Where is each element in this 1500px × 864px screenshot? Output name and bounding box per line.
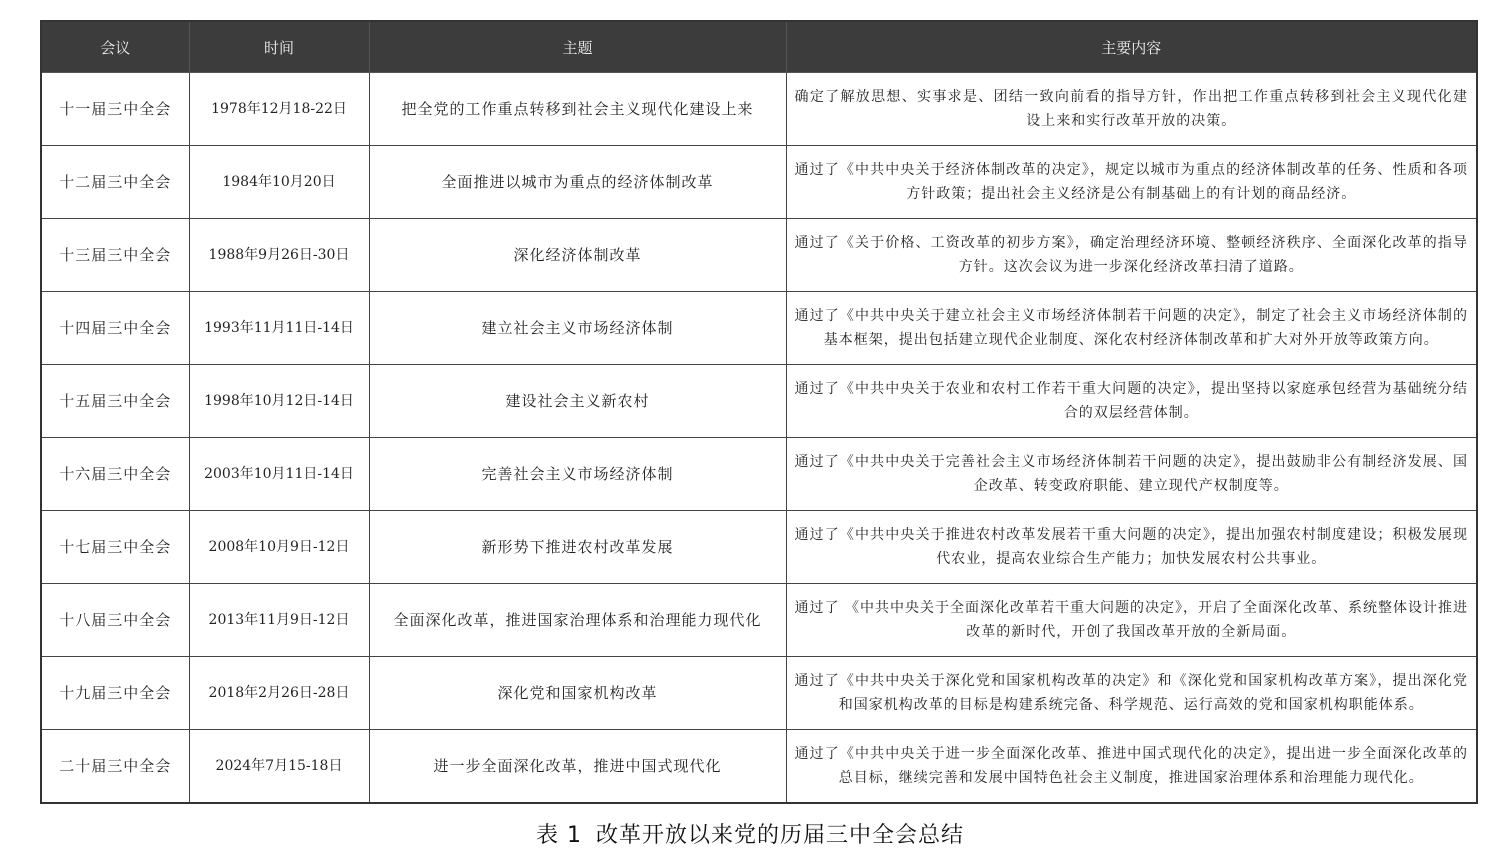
cell-meeting: 十一届三中全会 bbox=[41, 73, 189, 146]
table-row bbox=[41, 730, 1477, 804]
cell-date: 2013年11月9日-12日 bbox=[189, 584, 369, 657]
cell-meeting: 十二届三中全会 bbox=[41, 146, 189, 219]
table-row bbox=[41, 584, 1477, 657]
table-caption bbox=[0, 818, 1500, 849]
table-row bbox=[41, 146, 1477, 219]
cell-meeting: 十八届三中全会 bbox=[41, 584, 189, 657]
cell-theme: 建立社会主义市场经济体制 bbox=[369, 292, 786, 365]
cell-date: 2024年7月15-18日 bbox=[189, 730, 369, 804]
cell-content: 通过了《关于价格、工资改革的初步方案》，确定治理经济环境、整顿经济秩序、全面深化改革的指导方针。这次会议为进一步深化经济改革扫清了道路。 bbox=[786, 219, 1477, 292]
header-meeting: 会议 bbox=[41, 21, 189, 73]
cell-theme: 完善社会主义市场经济体制 bbox=[369, 438, 786, 511]
cell-theme: 全面推进以城市为重点的经济体制改革 bbox=[369, 146, 786, 219]
cell-theme: 全面深化改革，推进国家治理体系和治理能力现代化 bbox=[369, 584, 786, 657]
cell-meeting: 十四届三中全会 bbox=[41, 292, 189, 365]
cell-date: 1988年9月26日-30日 bbox=[189, 219, 369, 292]
cell-content: 通过了《中共中央关于进一步全面深化改革、推进中国式现代化的决定》，提出进一步全面深化改革的总目标，继续完善和发展中国特色社会主义制度，推进国家治理体系和治理能力现代化。 bbox=[786, 730, 1477, 804]
cell-meeting: 十七届三中全会 bbox=[41, 511, 189, 584]
cell-content: 通过了《中共中央关于深化党和国家机构改革的决定》和《深化党和国家机构改革方案》，提出深化党和国家机构改革的目标是构建系统完备、科学规范、运行高效的党和国家机构职能体系。 bbox=[786, 657, 1477, 730]
cell-date: 1993年11月11日-14日 bbox=[189, 292, 369, 365]
table-row bbox=[41, 365, 1477, 438]
table-row bbox=[41, 511, 1477, 584]
cell-theme: 深化党和国家机构改革 bbox=[369, 657, 786, 730]
cell-date: 2018年2月26日-28日 bbox=[189, 657, 369, 730]
table-row bbox=[41, 219, 1477, 292]
cell-date: 1998年10月12日-14日 bbox=[189, 365, 369, 438]
table-row bbox=[41, 438, 1477, 511]
header-content: 主要内容 bbox=[786, 21, 1477, 73]
cell-theme: 新形势下推进农村改革发展 bbox=[369, 511, 786, 584]
cell-date: 1978年12月18-22日 bbox=[189, 73, 369, 146]
cell-content: 确定了解放思想、实事求是、团结一致向前看的指导方针，作出把工作重点转移到社会主义现代化建设上来和实行改革开放的决策。 bbox=[786, 73, 1477, 146]
cell-meeting: 十三届三中全会 bbox=[41, 219, 189, 292]
header-theme: 主题 bbox=[369, 21, 786, 73]
cell-meeting: 二十届三中全会 bbox=[41, 730, 189, 804]
summary-table-container bbox=[40, 20, 1476, 804]
cell-theme: 深化经济体制改革 bbox=[369, 219, 786, 292]
table-number: 表 1 bbox=[535, 823, 582, 848]
cell-content: 通过了 《中共中央关于全面深化改革若干重大问题的决定》，开启了全面深化改革、系统整体设计推进改革的新时代，开创了我国改革开放的全新局面。 bbox=[786, 584, 1477, 657]
cell-content: 通过了《中共中央关于建立社会主义市场经济体制若干问题的决定》，制定了社会主义市场经济体制的基本框架，提出包括建立现代企业制度、深化农村经济体制改革和扩大对外开放等政策方向。 bbox=[786, 292, 1477, 365]
cell-date: 2008年10月9日-12日 bbox=[189, 511, 369, 584]
table-row bbox=[41, 657, 1477, 730]
cell-content: 通过了《中共中央关于完善社会主义市场经济体制若干问题的决定》，提出鼓励非公有制经济发展、国企改革、转变政府职能、建立现代产权制度等。 bbox=[786, 438, 1477, 511]
cell-meeting: 十六届三中全会 bbox=[41, 438, 189, 511]
cell-content: 通过了《中共中央关于经济体制改革的决定》，规定以城市为重点的经济体制改革的任务、性质和各项方针政策；提出社会主义经济是公有制基础上的有计划的商品经济。 bbox=[786, 146, 1477, 219]
header-date: 时间 bbox=[189, 21, 369, 73]
table-row bbox=[41, 73, 1477, 146]
table-body bbox=[41, 73, 1477, 804]
cell-meeting: 十五届三中全会 bbox=[41, 365, 189, 438]
cell-date: 1984年10月20日 bbox=[189, 146, 369, 219]
table-header-row bbox=[41, 21, 1477, 73]
cell-theme: 进一步全面深化改革，推进中国式现代化 bbox=[369, 730, 786, 804]
cell-content: 通过了《中共中央关于农业和农村工作若干重大问题的决定》，提出坚持以家庭承包经营为基础统分结合的双层经营体制。 bbox=[786, 365, 1477, 438]
cell-date: 2003年10月11日-14日 bbox=[189, 438, 369, 511]
cell-theme: 建设社会主义新农村 bbox=[369, 365, 786, 438]
cell-content: 通过了《中共中央关于推进农村改革发展若干重大问题的决定》，提出加强农村制度建设；积极发展现代农业，提高农业综合生产能力；加快发展农村公共事业。 bbox=[786, 511, 1477, 584]
cell-meeting: 十九届三中全会 bbox=[41, 657, 189, 730]
table-row bbox=[41, 292, 1477, 365]
table-title: 改革开放以来党的历届三中全会总结 bbox=[595, 823, 964, 848]
plenary-sessions-table bbox=[40, 20, 1478, 804]
cell-theme: 把全党的工作重点转移到社会主义现代化建设上来 bbox=[369, 73, 786, 146]
